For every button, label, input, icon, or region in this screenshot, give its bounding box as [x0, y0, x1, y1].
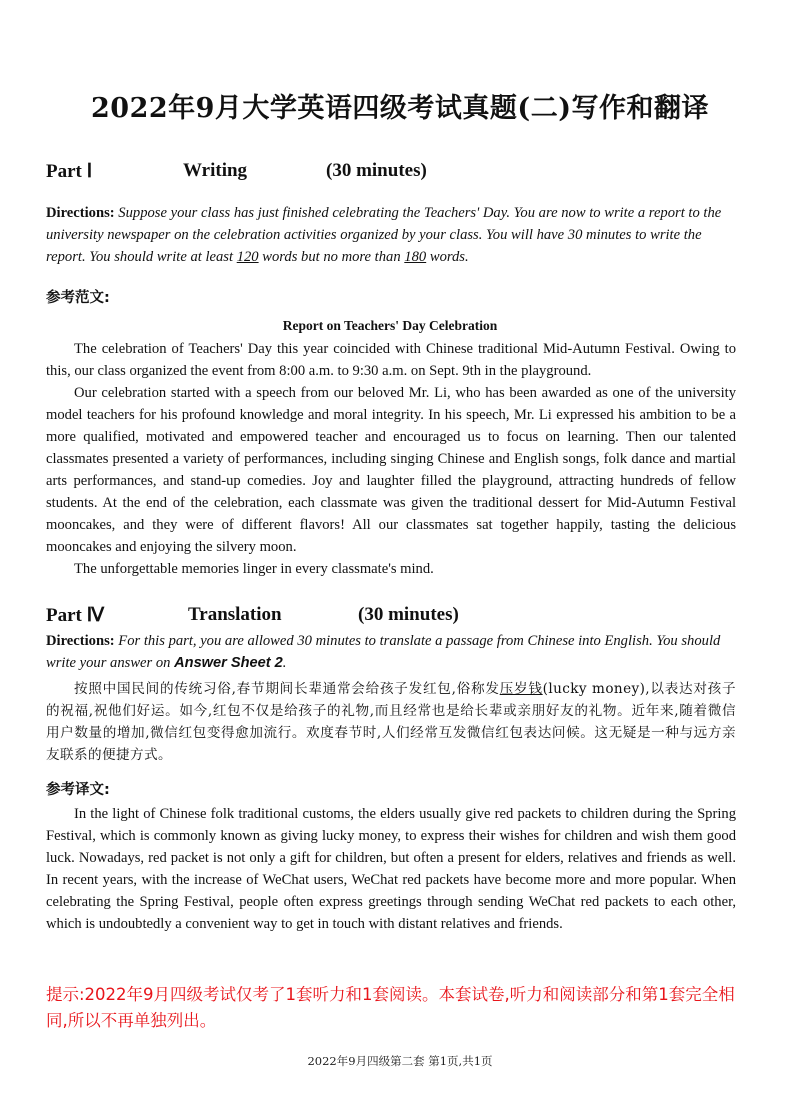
sample-essay: [46, 338, 736, 580]
writing-directions-label: Directions:: [46, 205, 115, 221]
chinese-passage-part-2: (lucky money),以表达对孩子的祝福,祝他们好运。如今,红包不仅是给孩子的礼物,而且经常也是给长辈或亲朋好友的礼物。近年来,随着微信用户数量的增加,微信红包变得愈加流行。欢度春节时,人们经常互发微信红包表达问候。这无疑是一种与远方亲友联系的便捷方式。: [46, 681, 737, 763]
essay-paragraph: The celebration of Teachers' Day this year coincided with Chinese traditional Mid-Autumn Festival. Owing to this, our class organized the event from 8:00 a.m. to 9:30 a.m. on Sept. 9th in the playground.: [46, 341, 736, 379]
translation-directions-label: Directions:: [46, 633, 115, 649]
exam-note: 提示:2022年9月四级考试仅考了1套听力和1套阅读。本套试卷,听力和阅读部分和第1套完全相同,所以不再单独列出。: [46, 985, 735, 1030]
sample-essay-label: 参考范文:: [46, 290, 110, 306]
translation-answer-text: In the light of Chinese folk traditional customs, the elders usually give red packets to children during the Spring Festival, which is commonly known as giving lucky money, to express their wishes for children and wish them good luck. Nowadays, red packet is not only a gift for children, but often a present for elders, relatives and friends as well. In recent years, with the increase of WeChat users, WeChat red packets have become more and more popular. When celebrating the Spring Festival, people often express greetings through sending WeChat red packets to each other, which is undoubtedly a convenient way to get in touch with distant relatives and friends.: [46, 806, 736, 932]
translation-part-header: [0, 604, 800, 630]
essay-paragraph: The unforgettable memories linger in every classmate's mind.: [74, 561, 434, 577]
translation-directions-end: .: [282, 655, 287, 671]
translation-part-name: Translation: [188, 604, 282, 625]
writing-min-words: 120: [236, 249, 259, 265]
page-title: 2022年9月大学英语四级考试真题(二)写作和翻译: [91, 93, 709, 124]
writing-directions-text: Suppose your class has just finished celebrating the Teachers' Day. You are now to write a report to the university newspaper on the celebration activities organized by your class. You will have 30 minutes to write the report. You should write at least: [46, 205, 722, 265]
translation-part-time: (30 minutes): [358, 604, 459, 625]
page-footer: 2022年9月四级第二套 第1页,共1页: [307, 1054, 493, 1068]
reference-translation-label: 参考译文:: [46, 782, 110, 798]
writing-directions-text-3: words.: [429, 249, 469, 265]
translation-directions: [46, 630, 736, 674]
translation-part-number: Part Ⅳ: [46, 605, 105, 626]
translation-directions-text: For this part, you are allowed 30 minutes to translate a passage from Chinese into English. You should write your answer on: [46, 633, 721, 671]
writing-part-number: Part Ⅰ: [46, 161, 93, 182]
chinese-passage-part-1: 按照中国民间的传统习俗,春节期间长辈通常会给孩子发红包,俗称发: [74, 681, 500, 697]
writing-max-words: 180: [404, 249, 427, 265]
writing-directions: [46, 202, 736, 268]
essay-title: Report on Teachers' Day Celebration: [282, 318, 498, 333]
chinese-passage-term: 压岁钱: [499, 681, 543, 697]
writing-part-time: (30 minutes): [326, 160, 427, 181]
reference-translation: [46, 803, 736, 935]
answer-sheet-label: Answer Sheet 2: [174, 655, 283, 671]
chinese-passage: [46, 678, 736, 766]
writing-part-header: [0, 160, 800, 186]
writing-part-name: Writing: [183, 160, 248, 181]
writing-directions-text-2: words but no more than: [262, 249, 401, 265]
essay-paragraph: Our celebration started with a speech from our beloved Mr. Li, who has been awarded as one of the university model teachers for his profound knowledge and moral integrity. In his speech, Mr. Li expressed his ambition to be a more qualified, motivated and empowered teacher and encouraged us to focus on learning. Then our talented classmates presented a variety of performances, including singing Chinese and English songs, folk dance and martial arts performances, and stand-up comedies. Joy and laughter filled the playground, attracting hundreds of fellow students. At the end of the celebration, each classmate was given the traditional dessert for Mid-Autumn Festival mooncakes, and they were of different flavors! All our classmates sat together happily, tasting the delicious mooncakes and enjoying the silvery moon.: [46, 385, 736, 555]
